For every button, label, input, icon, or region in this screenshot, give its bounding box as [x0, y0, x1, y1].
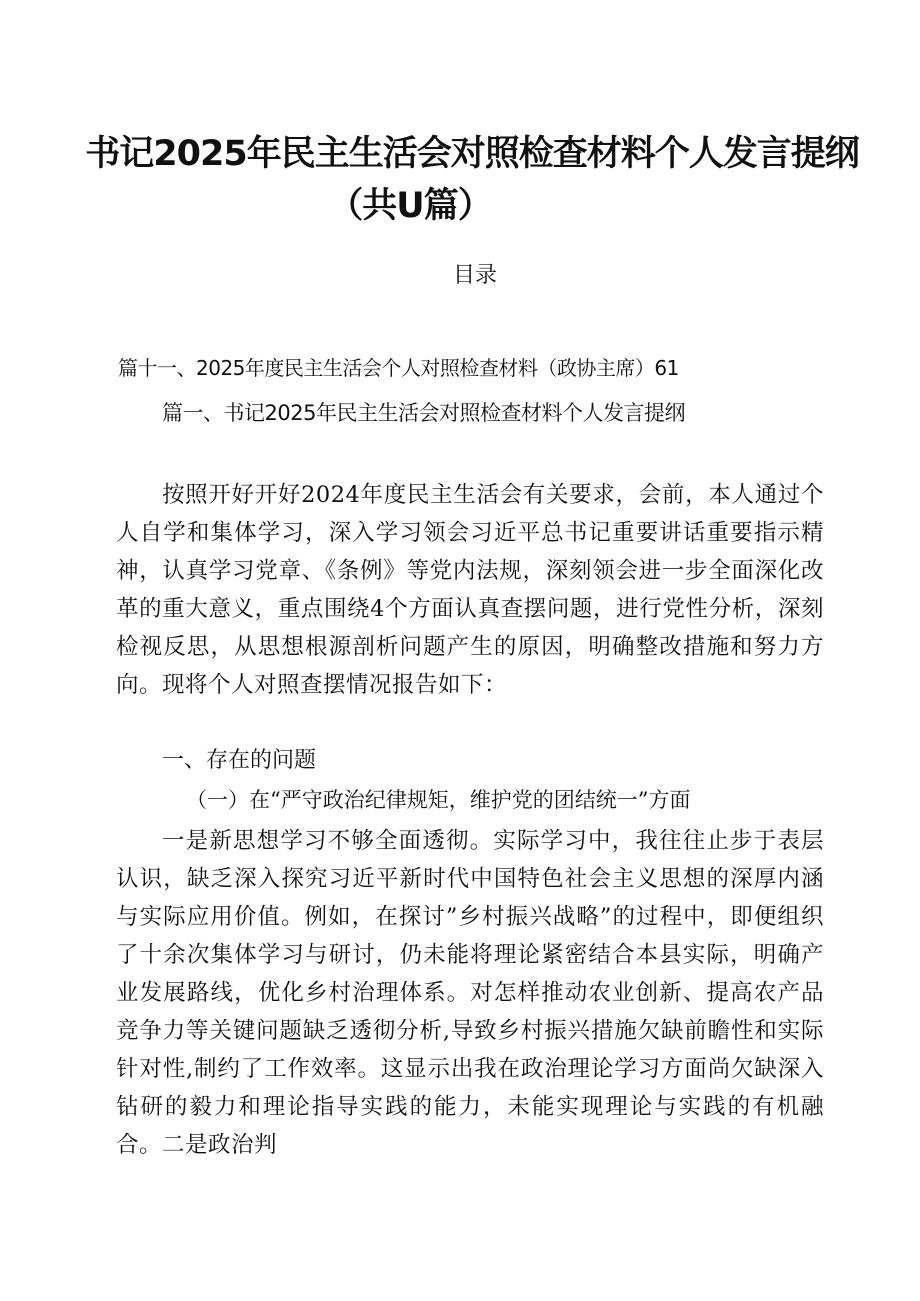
toc-entry: 篇十一、2025年度民主生活会个人对照检查材料（政协主席）61 [118, 356, 679, 380]
document-title-line-2: （共U篇） [328, 186, 492, 226]
sub-heading-political-discipline: （一）在“严守政治纪律规矩，维护党的团结统一”方面 [186, 788, 691, 812]
section-title: 篇一、书记2025年民主生活会对照检查材料个人发言提纲 [162, 401, 685, 425]
problem-paragraph: 一是新思想学习不够全面透彻。实际学习中，我往往止步于表层认识，缺乏深入探究习近平新时代中国特色社会主义思想的深厚内涵与实际应用价值。例如，在探讨”乡村振兴战略”的过程中，即便组织了十余次集体学习与研讨，仍未能将理论紧密结合本县实际，明确产业发展路线，优化乡村治理体系。对怎样推动农业创新、提高农产品竞争力等关键问题缺乏透彻分析,导致乡村振兴措施欠缺前瞻性和实际针对性,制约了工作效率。这显示出我在政治理论学习方面尚欠缺深入钻研的毅力和理论指导实践的能力，未能实现理论与实践的有机融合。二是政治判 [116, 828, 824, 1158]
document-title-line-1: 书记2025年民主生活会对照检查材料个人发言提纲 [85, 134, 859, 174]
heading-existing-problems: 一、存在的问题 [162, 748, 317, 773]
intro-paragraph: 按照开好开好2024年度民主生活会有关要求，会前，本人通过个人自学和集体学习，深入学习领会习近平总书记重要讲话重要指示精神，认真学习党章、《条例》等党内法规，深刻领会进一步全面深化改革的重大意义，重点围绕4个方面认真查摆问题，进行党性分析，深刻检视反思，从思想根源剖析问题产生的原因，明确整改措施和努力方向。现将个人对照查摆情况报告如下： [116, 482, 824, 698]
toc-heading: 目录 [452, 263, 497, 288]
